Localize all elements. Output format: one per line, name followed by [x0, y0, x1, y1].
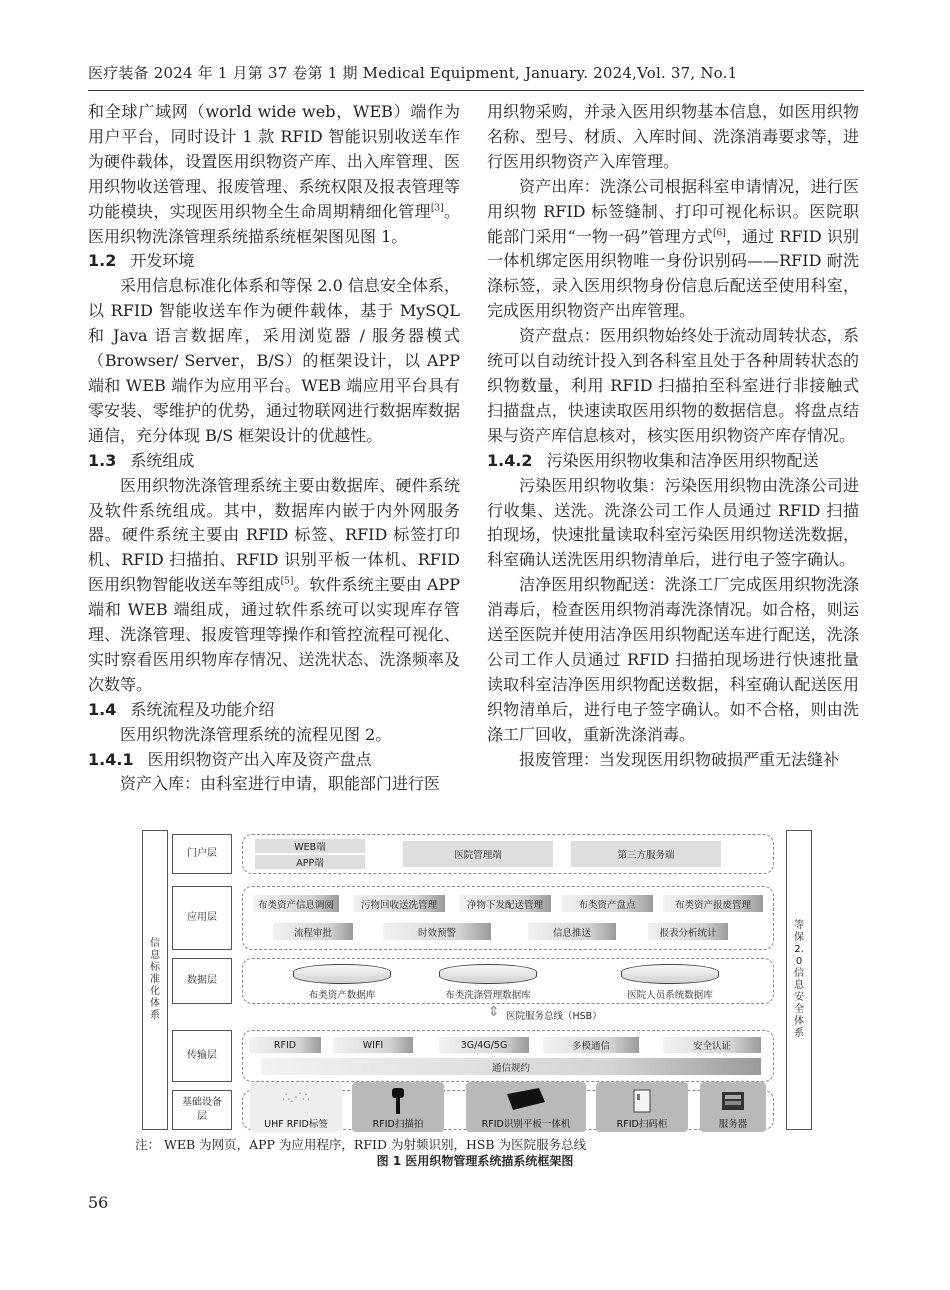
app-chip: 布类资产盘点 — [561, 895, 653, 912]
app-end: APP端 — [255, 855, 365, 869]
data-layer-label: 数据层 — [172, 958, 232, 1004]
citation: [5] — [280, 576, 294, 587]
app-chip: 污物回收送洗管理 — [353, 895, 445, 912]
scanner-icon — [391, 1088, 405, 1117]
transport-layer-label: 传输层 — [172, 1030, 232, 1082]
app-layer — [242, 886, 774, 950]
device-cabinet: RFID扫码柜 — [596, 1082, 688, 1132]
figure-note: 注： WEB 为网页，APP 为应用程序，RFID 为射频识别，HSB 为医院服务总线 — [135, 1137, 587, 1152]
app-chip: 流程审批 — [273, 923, 353, 940]
web-end: WEB端 — [255, 839, 365, 853]
left-side-bar: 信息标准化体系 — [142, 830, 168, 1130]
citation: [6] — [713, 228, 726, 239]
protocol-bar: 通信规约 — [261, 1058, 761, 1075]
device-row — [244, 1088, 776, 1136]
paragraph: 医用织物洗涤管理系统主要由数据库、硬件系统及软件系统组成。其中，数据库内嵌于内外网服务器。硬件系统主要由 RFID 标签、RFID 标签打印机、RFID 扫描拍、RFID 识别平板一体机、RFID 医用织物智能收送车等组成[5]。软件系统主要由 APP 端和 WEB 端组成，通过软件系统可以实现库存管理、洗涤管理、报废管理等操作和管控流程可视化、实时察看医用织物库存情况、送洗状态、洗涤频率及次数等。 — [88, 475, 460, 694]
app-chip: 布类资产报废管理 — [663, 895, 763, 912]
app-chip: 布类资产信息调阅 — [253, 895, 339, 912]
hospital-end: 医院管理端 — [403, 841, 553, 867]
running-header: 医疗装备 2024 年 1 月第 37 卷第 1 期 Medical Equipment, January. 2024,Vol. 37, No.1 — [88, 64, 738, 82]
transport-chip: RFID — [249, 1037, 321, 1053]
server-icon — [718, 1088, 748, 1115]
device-uhf-tag: ∴⋰∴ UHF RFID标签 — [250, 1082, 342, 1132]
paragraph: 资产入库：由科室进行申请，职能部门进行医 — [120, 774, 441, 794]
portal-layer — [242, 834, 774, 874]
transport-chip: 3G/4G/5G — [439, 1037, 529, 1053]
device-tablet: RFID识别平板一体机 — [466, 1082, 586, 1132]
subsection-heading: 1.4.1 医用织物资产出入库及资产盘点 — [88, 749, 372, 769]
left-column — [88, 100, 460, 797]
third-party-end: 第三方服务端 — [571, 841, 721, 867]
paragraph: 用织物采购，并录入医用织物基本信息，如医用织物名称、型号、材质、入库时间、洗涤消毒要求等，进行医用织物资产入库管理。 — [487, 102, 859, 171]
hsb-label: 医院服务总线（HSB） — [506, 1011, 602, 1022]
data-layer — [242, 958, 774, 1004]
device-rfid-scanner: RFID扫描拍 — [352, 1082, 444, 1132]
hsb-arrow-icon: ⇕ — [488, 1004, 500, 1020]
database-assets: 布类资产数据库 — [293, 964, 391, 1001]
transport-chip: 安全认证 — [663, 1037, 761, 1053]
page-number: 56 — [88, 1193, 109, 1212]
citation: [3] — [430, 203, 444, 214]
app-chip: 信息推送 — [528, 923, 616, 940]
database-washing: 布类洗涤管理数据库 — [439, 964, 537, 1001]
tablet-icon — [505, 1088, 547, 1115]
transport-layer — [242, 1030, 774, 1082]
paragraph: 采用信息标准化体系和等保 2.0 信息安全体系，以 RFID 智能收送车作为硬件载体，基于 MySQL 和 Java 语言数据库，采用浏览器 / 服务器模式（Browser/ Server，B/S）的框架设计，以 APP 端和 WEB 端作为应用平台。WEB 端应用平台具有零安装、零维护的优势，通过物联网进行数据库数据通信，充分体现 B/S 框架设计的优越性。 — [88, 276, 460, 445]
app-layer-label: 应用层 — [172, 886, 232, 950]
header-rule — [88, 90, 864, 91]
database-staff: 医院人员系统数据库 — [621, 964, 719, 1001]
paragraph: 资产盘点：医用织物始终处于流动周转状态，系统可以自动统计投入到各科室且处于各种周转状态的织物数量，利用 RFID 扫描拍至科室进行非接触式扫描盘点，快速读取医用织物的数据信息。将盘点结果与资产库信息核对，核实医用织物资产库存情况。 — [487, 326, 859, 445]
portal-layer-label: 门户层 — [172, 834, 232, 874]
transport-chip: WIFI — [333, 1037, 413, 1053]
paragraph: 污染医用织物收集：污染医用织物由洗涤公司进行收集、送洗。洗涤公司工作人员通过 RFID 扫描拍现场，快速批量读取科室污染医用织物送洗数据，科室确认送洗医用织物清单后，进行电子签字确认。 — [487, 475, 859, 570]
app-chip: 时效预警 — [383, 923, 491, 940]
base-layer-label: 基础设备层 — [172, 1090, 232, 1130]
figure-caption: 图 1 医用织物管理系统描系统框架图 — [376, 1154, 574, 1168]
section-heading: 1.2 开发环境 — [88, 251, 195, 271]
section-heading: 1.3 系统组成 — [88, 450, 195, 470]
paragraph: 医用织物洗涤管理系统的流程见图 2。 — [120, 724, 392, 744]
transport-chip: 多模通信 — [543, 1037, 639, 1053]
device-server: 服务器 — [700, 1082, 766, 1132]
paragraph: 和全球广域网（world wide web，WEB）端作为用户平台，同时设计 1 款 RFID 智能识别收送车作为硬件载体，设置医用织物资产库、出入库管理、医用织物收送管理、报废管理、系统权限及报表管理等功能模块，实现医用织物全生命周期精细化管理[3]。医用织物洗涤管理系统描系统框架图见图 1。 — [88, 102, 460, 246]
tag-icon: ∴⋰∴ — [282, 1090, 310, 1104]
paragraph: 资产出库：洗涤公司根据科室申请情况，进行医用织物 RFID 标签缝制、打印可视化标识。医院职能部门采用“一物一码”管理方式[6]，通过 RFID 识别一体机绑定医用织物唯一身份识别码——RFID 耐洗涤标签，录入医用织物身份信息后配送至使用科室，完成医用织物资产出库管理。 — [487, 176, 859, 321]
paragraph: 洁净医用织物配送：洗涤工厂完成医用织物洗涤消毒后，检查医用织物消毒洗涤情况。如合格，则运送至医院并使用洁净医用织物配送车进行配送，洗涤公司工作人员通过 RFID 扫描拍现场进行快速批量读取科室洁净医用织物配送数据，科室确认配送医用织物清单后，进行电子签字确认。如不合格，则由洗涤工厂回收，重新洗涤消毒。 — [487, 575, 859, 744]
cabinet-icon — [632, 1088, 652, 1117]
right-side-bar: 等保2.0信息安全体系 — [786, 830, 812, 1130]
app-chip: 报表分析统计 — [648, 923, 728, 940]
section-heading: 1.4 系统流程及功能介绍 — [88, 699, 275, 719]
app-chip: 净物下发配送管理 — [459, 895, 551, 912]
right-column — [487, 100, 859, 772]
paragraph: 报废管理：当发现医用织物破损严重无法缝补 — [519, 749, 840, 769]
subsection-heading: 1.4.2 污染医用织物收集和洁净医用织物配送 — [487, 450, 819, 470]
